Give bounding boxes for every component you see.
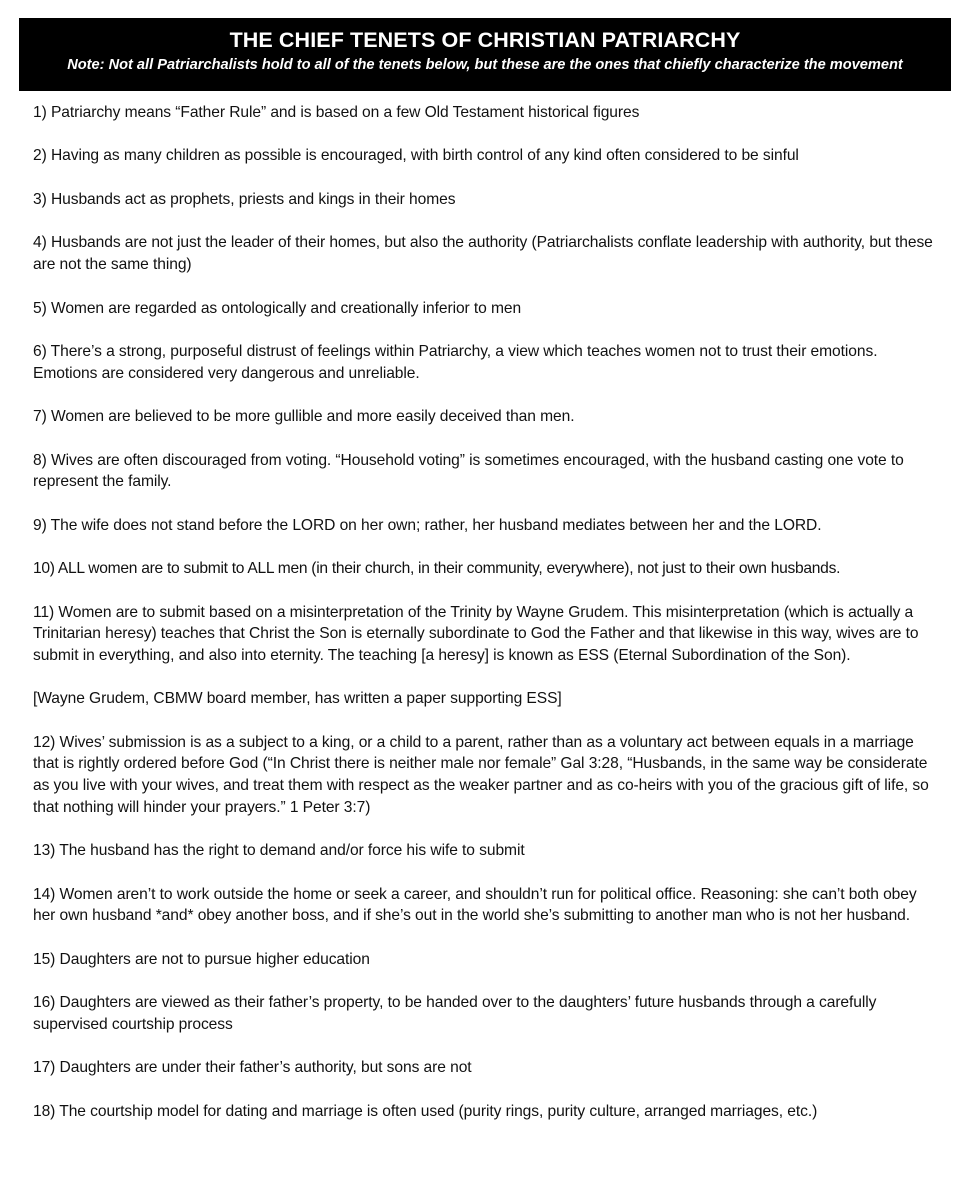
- tenet-3: 3) Husbands act as prophets, priests and kings in their homes: [33, 190, 456, 208]
- tenet-12: 12) Wives’ submission is as a subject to a king, or a child to a parent, rather than as a voluntary act between equals in a marriage that is rightly ordered before God (“In Christ there is neither male nor female” Gal 3:28, “Husbands, in the same way be considerate as you live with your wives, and treat them with respect as the weaker partner and as co-heirs with you of the gracious gift of life, so that nothing will hinder your prayers.” 1 Peter 3:7): [33, 733, 929, 816]
- tenet-2: 2) Having as many children as possible is encouraged, with birth control of any kind often considered to be sinful: [33, 147, 799, 165]
- tenet-8: 8) Wives are often discouraged from voting. “Household voting” is sometimes encouraged, with the husband casting one vote to represent the family.: [33, 451, 904, 491]
- tenet-11: 11) Women are to submit based on a misinterpretation of the Trinity by Wayne Grudem. This misinterpretation (which is actually a Trinitarian heresy) teaches that Christ the Son is eternally subordinate to God the Father and that likewise in this way, wives are to submit in everything, and also into eternity. The teaching [a heresy] is known as ESS (Eternal Subordination of the Son).: [33, 603, 919, 664]
- tenet-15: 15) Daughters are not to pursue higher education: [33, 950, 370, 968]
- tenet-16: 16) Daughters are viewed as their father’s property, to be handed over to the daughters’ future husbands through a carefully supervised courtship process: [33, 994, 877, 1033]
- title-banner: [19, 18, 951, 91]
- document-title: THE CHIEF TENETS OF CHRISTIAN PATRIARCHY: [229, 28, 741, 52]
- tenet-17: 17) Daughters are under their father’s authority, but sons are not: [33, 1059, 472, 1077]
- tenet-7: 7) Women are believed to be more gullible and more easily deceived than men.: [33, 408, 575, 426]
- tenet-18: 18) The courtship model for dating and marriage is often used (purity rings, purity culture, arranged marriages, etc.): [33, 1102, 818, 1120]
- tenet-4: 4) Husbands are not just the leader of their homes, but also the authority (Patriarchalists conflate leadership with authority, but these are not the same thing): [33, 234, 933, 274]
- document-note: Note: Not all Patriarchalists hold to all of the tenets below, but these are the ones that chiefly characterize the movement: [67, 57, 903, 73]
- tenet-14: 14) Women aren’t to work outside the home or seek a career, and shouldn’t run for political office. Reasoning: she can’t both obey her own husband *and* obey another boss, and if she’s out in the world she’s submitting to another man who is not her husband.: [33, 885, 917, 925]
- tenet-9: 9) The wife does not stand before the LORD on her own; rather, her husband mediates between her and the LORD.: [33, 516, 822, 534]
- tenet-11-bracket-note: [Wayne Grudem, CBMW board member, has written a paper supporting ESS]: [33, 690, 562, 708]
- tenet-6: 6) There’s a strong, purposeful distrust of feelings within Patriarchy, a view which teaches women not to trust their emotions. Emotions are considered very dangerous and unreliable.: [33, 343, 878, 382]
- tenet-1: 1) Patriarchy means “Father Rule” and is based on a few Old Testament historical figures: [33, 104, 640, 121]
- tenet-13: 13) The husband has the right to demand and/or force his wife to submit: [33, 842, 525, 860]
- tenet-10: 10) ALL women are to submit to ALL men (in their church, in their community, everywhere), not just to their own husbands.: [33, 560, 841, 578]
- tenet-5: 5) Women are regarded as ontologically and creationally inferior to men: [33, 299, 522, 317]
- tenets-list: [33, 102, 943, 1144]
